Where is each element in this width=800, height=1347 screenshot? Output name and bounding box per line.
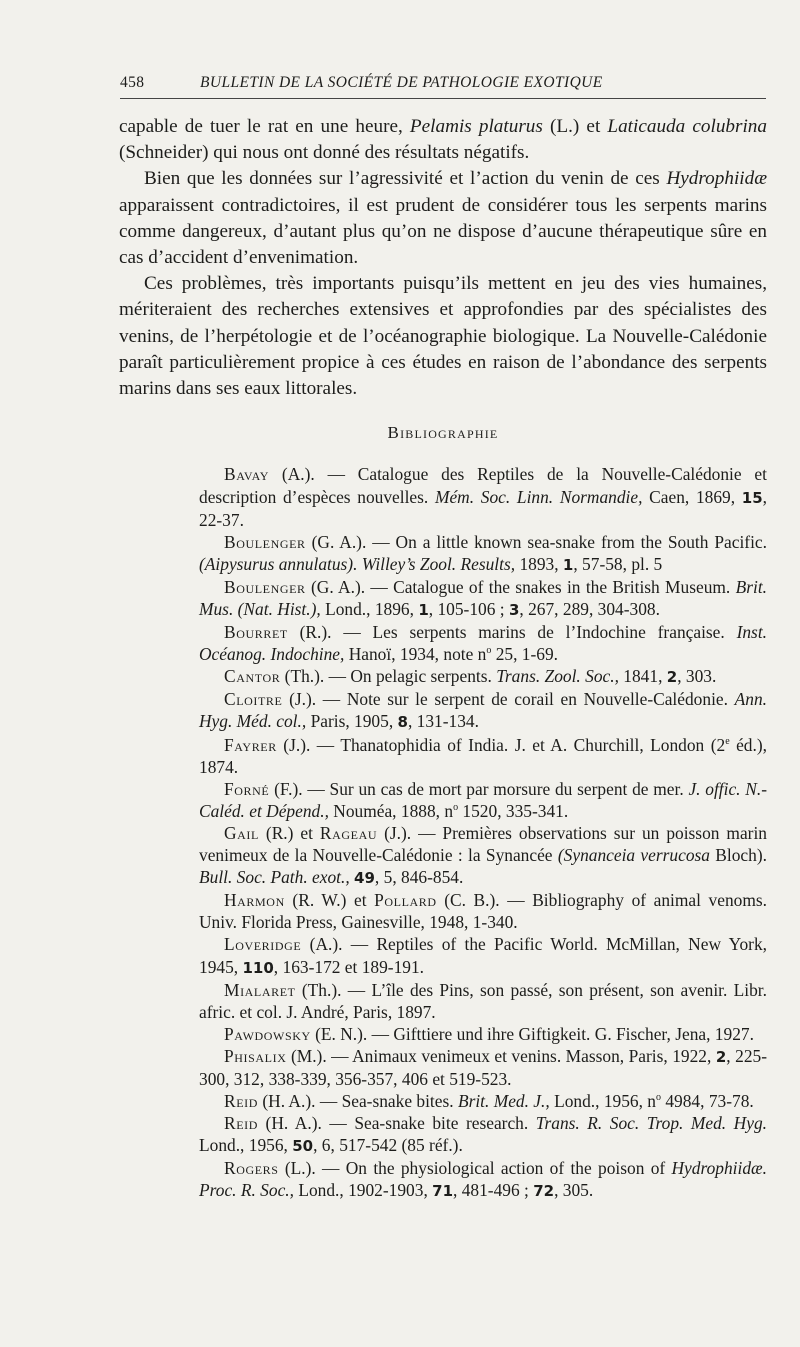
journal: Brit. Med. J., (457, 1091, 550, 1112)
bibliography-entry (119, 778, 767, 822)
text: (A.). — Reptiles of the Pacific World. McMillan, New York, 1945, (199, 934, 767, 977)
author: Fayrer (224, 734, 277, 755)
superscript: e (725, 735, 730, 747)
bibliography-entry (119, 889, 767, 933)
bibliography-entry (119, 979, 767, 1023)
paragraph-1 (119, 114, 767, 166)
text: (Th.). — On pelagic serpents. (280, 666, 497, 687)
bibliography-entry (119, 665, 767, 688)
author: Rageau (319, 822, 378, 843)
volume: 71 (432, 1182, 454, 1201)
bibliography-entry (119, 1045, 767, 1090)
running-header (120, 74, 766, 99)
text: Paris, 1905, (306, 711, 398, 732)
paragraph-2 (119, 166, 767, 271)
text: 1520, 335-341. (458, 800, 569, 821)
text: (R.). — Les serpents marins de l’Indochine française. (287, 622, 737, 643)
text: (J.). — Thanatophidia of India. J. et A. Churchill, London (2 (276, 734, 726, 755)
text: Bloch). (709, 845, 767, 866)
text: (H. A.). — Sea-snake bite research. (258, 1113, 536, 1134)
bibliography-entry (119, 576, 767, 621)
bibliography-entry (119, 1090, 767, 1112)
volume: 3 (508, 601, 520, 619)
author: Boulenger (224, 576, 306, 597)
journal: J. offic. N.-Caléd. et Dépend., (199, 778, 767, 821)
page-number: 458 (120, 74, 145, 91)
text: Caen, 1869, (642, 486, 742, 507)
bibliography-entry (119, 531, 767, 576)
author: Cloitre (224, 689, 283, 710)
text: (J.). — Premières observations sur un poisson marin venimeux de la Nouvelle-Calédonie : la Synancée (199, 822, 767, 866)
paragraph-3: Ces problèmes, très importants puisqu’ils mettent en jeu des vies humaines, mériteraient des recherches extensives et approfondies par des spécialistes des venins, de l’herpétologie et de l’océanographie biologique. La Nouvelle-Calédonie paraît particulièrement propice à ces études en raison de l’abondance des serpents marins dans ses eaux littorales. (119, 273, 767, 400)
author: Reid (224, 1091, 258, 1112)
text: (G. A.). — Catalogue of the snakes in the British Museum. (305, 576, 736, 597)
text: (Th.). — L’île des Pins, son passé, son présent, son avenir. Libr. afric. et col. J. André, Paris, 1897. (199, 979, 767, 1022)
journal: Hydrophiidæ. Proc. R. Soc., (199, 1158, 767, 1201)
text: Bien que les données sur l’agressivité et l’action du venin de ces (144, 168, 667, 190)
text: , 6, 517-542 (85 réf.). (313, 1135, 463, 1156)
text: Lond., 1902-1903, (293, 1180, 433, 1201)
text: Lond., 1956, (199, 1135, 293, 1156)
article-body (119, 114, 767, 1203)
text: Lond., 1896, (320, 599, 419, 619)
author: Pawdowsky (224, 1023, 311, 1044)
superscript: o (486, 645, 492, 657)
author: Harmon (224, 890, 285, 911)
bibliography-entry (119, 621, 767, 665)
text: Nouméa, 1888, n (328, 800, 454, 821)
species-name: (Synanceia verrucosa (557, 845, 710, 866)
text: (G. A.). — On a little known sea-snake from the South Pacific. (305, 531, 767, 552)
bibliography-entry (119, 933, 767, 978)
volume: 110 (242, 958, 274, 977)
text: (M.). — Animaux venimeux et venins. Masson, Paris, 1922, (286, 1045, 716, 1066)
text: (L.). — On the physiological action of the poison of (278, 1158, 672, 1179)
volume: 1 (418, 601, 429, 619)
author: Reid (224, 1113, 258, 1134)
journal: Mém. Soc. Linn. Normandie, (434, 486, 643, 507)
text: , 22-37. (199, 486, 767, 530)
journal: Inst. Océanog. Indochine, (199, 622, 767, 665)
journal: (Aipysurus annulatus). Willey’s Zool. Results, (199, 553, 516, 574)
volume: 2 (715, 1047, 727, 1066)
author: Phisalix (224, 1045, 287, 1066)
author: Gail (224, 822, 259, 843)
bibliography-entry (119, 1157, 767, 1202)
text: , 305. (554, 1180, 594, 1201)
text: (C. B.). — Bibliography of animal venoms. Univ. Florida Press, Gainesville, 1948, 1-340. (199, 890, 767, 933)
text: éd.), 1874. (199, 734, 767, 777)
journal: Bull. Soc. Path. exot., (199, 867, 350, 888)
text: (F.). — Sur un cas de mort par morsure du serpent de mer. (269, 778, 689, 799)
text: 25, 1-69. (491, 644, 559, 665)
author: Bavay (224, 464, 270, 485)
text: (J.). — Note sur le serpent de corail en Nouvelle-Calédonie. (282, 689, 735, 710)
text: 1893, (515, 553, 563, 574)
author: Bourret (224, 622, 288, 643)
species-name: Laticauda colubrina (607, 116, 767, 137)
family-name: Hydrophiidæ (666, 168, 767, 190)
author: Cantor (224, 666, 281, 687)
text: , 131-134. (407, 711, 479, 732)
volume: 72 (533, 1182, 555, 1201)
journal: Trans. R. Soc. Trop. Med. Hyg. (535, 1113, 767, 1134)
text: Lond., 1956, n (549, 1091, 656, 1112)
bibliography-entry (119, 688, 767, 733)
bibliography-entry (119, 822, 767, 889)
journal: Ann. Hyg. Méd. col., (199, 689, 767, 732)
volume: 8 (397, 713, 408, 732)
text: , 5, 846-854. (374, 867, 464, 888)
author: Rogers (224, 1158, 279, 1179)
text: (E. N.). — Gifttiere und ihre Giftigkeit. G. Fischer, Jena, 1927. (310, 1023, 754, 1044)
text: , 163-172 et 189-191. (273, 956, 425, 977)
volume: 15 (741, 488, 763, 507)
text: , 57-58, pl. 5 (573, 553, 663, 574)
bibliography-entry (119, 1112, 767, 1157)
text: 4984, 73-78. (661, 1091, 754, 1112)
text: (A.). — Catalogue des Reptiles de la Nouvelle-Calédonie et description d’espèces nouvelles. (199, 464, 767, 507)
text: capable de tuer le rat en une heure, (119, 116, 410, 137)
volume: 1 (562, 555, 574, 574)
text: , 481-496 ; (453, 1180, 534, 1201)
author: Boulenger (224, 531, 306, 552)
text: (H. A.). — Sea-snake bites. (258, 1091, 458, 1112)
text: , 303. (677, 666, 717, 687)
journal: Brit. Mus. (Nat. Hist.), (199, 576, 767, 619)
bibliography-entry (119, 463, 767, 530)
author: Loveridge (224, 934, 302, 955)
bibliography-entry (119, 734, 767, 778)
text: Hanoï, 1934, note n (344, 644, 487, 665)
author: Mialaret (224, 979, 296, 1000)
bibliography-entry (119, 1023, 767, 1045)
bibliography-list (119, 463, 767, 1202)
text: (Schneider) qui nous ont donné des résultats négatifs. (119, 142, 530, 164)
superscript: o (453, 802, 459, 814)
text: (R. W.) et (284, 890, 375, 911)
volume: 50 (292, 1137, 314, 1156)
text: , 225-300, 312, 338-339, 356-357, 406 et 519-523. (199, 1045, 767, 1089)
text: , 105-106 ; (428, 599, 509, 619)
journal: Trans. Zool. Soc., (496, 666, 619, 687)
journal-title: BULLETIN DE LA SOCIÉTÉ DE PATHOLOGIE EXOTIQUE (200, 74, 603, 91)
text: apparaissent contradictoires, il est prudent de considérer tous les serpents marins comme dangereux, d’autant plus qu’on ne dispose d’aucune thérapeutique sûre en cas d’accident d’envenimation. (119, 194, 767, 269)
author: Pollard (374, 890, 437, 911)
volume: 49 (354, 869, 375, 888)
volume: 2 (666, 668, 678, 687)
text: 1841, (618, 666, 667, 687)
author: Forné (224, 778, 270, 799)
superscript: o (656, 1092, 661, 1104)
text: (R.) et (258, 822, 320, 843)
bibliography-heading: Bibliographie (387, 423, 499, 443)
text: (L.) et (542, 116, 608, 137)
species-name: Pelamis platurus (409, 116, 543, 137)
text: , 267, 289, 304-308. (519, 599, 660, 619)
